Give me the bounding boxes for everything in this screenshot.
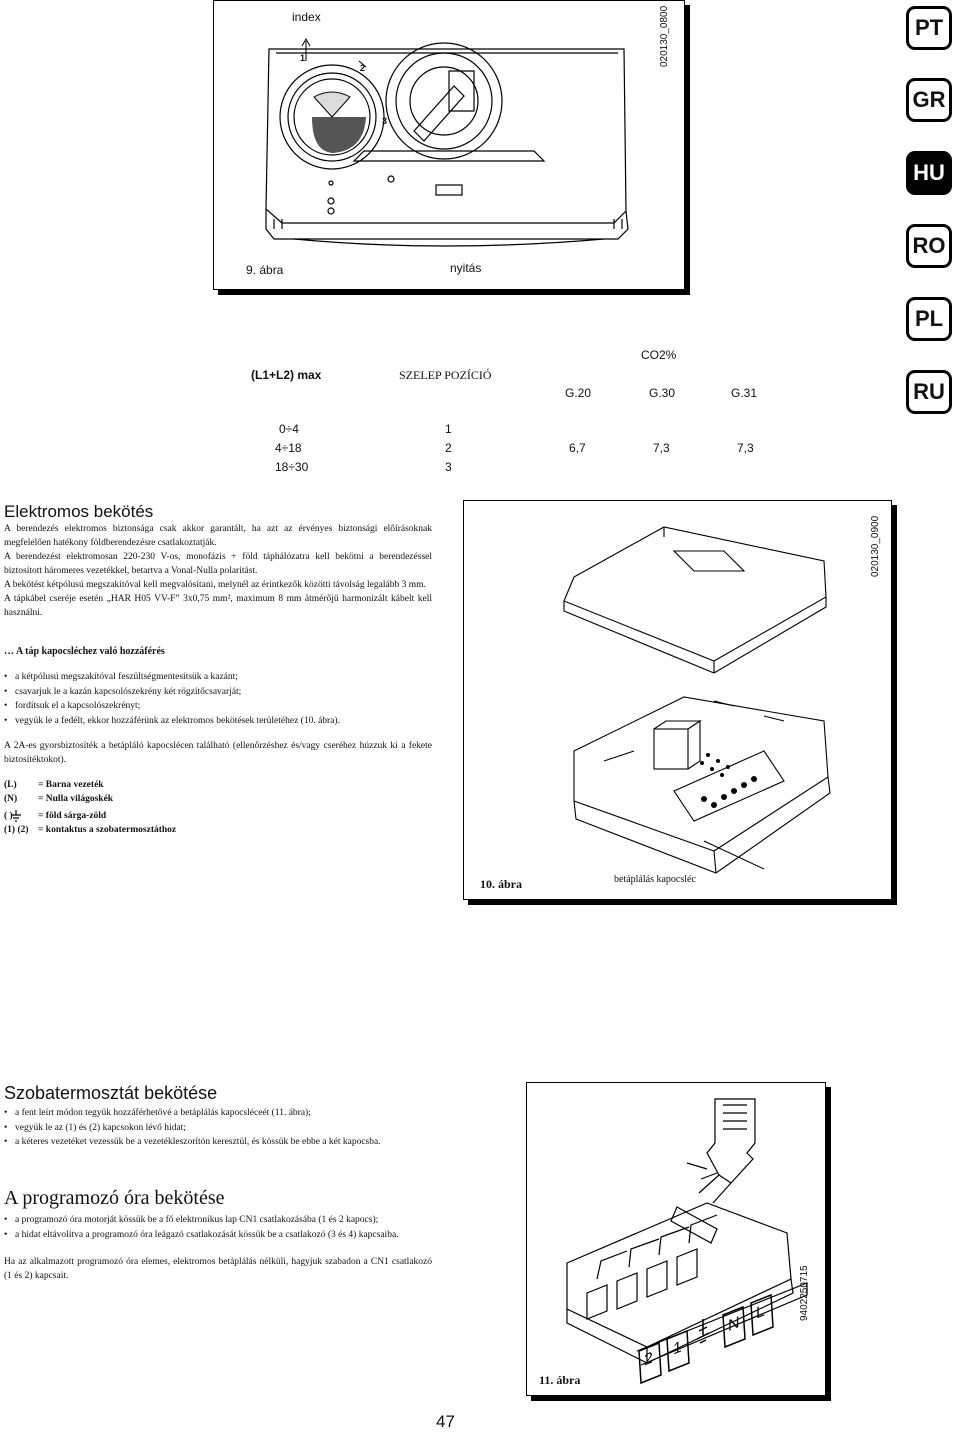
list-item: • csavarjuk le a kazán kapcsolószekrény két rögzítőcsavarját; xyxy=(4,685,444,700)
row-max-1: 0÷4 xyxy=(279,422,299,436)
terminal-label-n: N xyxy=(728,1313,740,1336)
access-list xyxy=(4,670,444,728)
legend-value-earth: = föld sárga-zöld xyxy=(38,811,107,821)
terminal-label-2: 2 xyxy=(644,1349,653,1370)
lang-tab-pl[interactable]: PL xyxy=(906,297,952,341)
legend-key-l: (L) xyxy=(4,780,17,790)
terminal-label-l: L xyxy=(756,1302,765,1323)
label-index: index xyxy=(292,10,321,24)
lang-tab-ru[interactable]: RU xyxy=(906,370,952,414)
access-title: … A táp kapocsléchez való hozzáférés xyxy=(4,646,165,657)
list-item: • a fent leírt módon tegyük hozzáférhetővé a betáplálás kapocsléceét (11. ábra); xyxy=(4,1106,504,1121)
row-pos-2: 2 xyxy=(445,441,452,455)
list-item: • a programozó óra motorját kössük be a fő elektronikus lap CN1 csatlakozásába (1 és 2 kapocs); xyxy=(4,1213,432,1228)
legend-value-thermostat: = kontaktus a szobatermosztáthoz xyxy=(38,825,177,835)
dial-mark-1: 1 xyxy=(300,53,306,63)
table-header-valve: SZELEP POZÍCIÓ xyxy=(399,368,492,382)
legend-key-n: (N) xyxy=(4,794,18,804)
electrical-paragraph: A berendezés elektromos biztonsága csak akkor garantált, ha azt az érvényes biztonsági előírásoknak megfelelően hatékony földberendezésre csatlakoztatják. xyxy=(4,524,432,548)
table-header-co2: CO2% xyxy=(641,348,677,362)
fuse-note: A 2A-es gyorsbiztosíték a betápláló kapocslécen található (ellenőrzéshez és/vagy cseréhez húzzuk ki a fekete biztosítéktokot). xyxy=(4,741,432,765)
list-item: • vegyük le a fedélt, ekkor hozzáférünk az elektromos bekötések területéhez (10. ábra). xyxy=(4,714,444,729)
electrical-title: Elektromos bekötés xyxy=(4,502,154,521)
gas-type-g30: G.30 xyxy=(649,386,676,400)
figure-11-code: 9402250715 xyxy=(799,1265,810,1321)
electrical-paragraph: A bekötést kétpólusú megszakítóval kell megvalósítani, melynél az érintkezők közötti távolság legalább 3 mm. xyxy=(4,580,426,590)
programmer-note: Ha az alkalmazott programozó óra elemes, elektromos betáplálás nélküli, hagyjuk szabadon a CN1 csatlakozó (1 és 2) kapcsait. xyxy=(4,1257,432,1281)
figure-10-drawing xyxy=(464,501,891,899)
figure-9-drawing xyxy=(214,1,684,289)
gas-type-g31: G.31 xyxy=(731,386,758,400)
list-item: • a kéteres vezetéket vezessük be a vezetékleszorítón keresztül, és kössük be ebbe a két kapocsba. xyxy=(4,1135,504,1150)
label-opening: nyitás xyxy=(450,261,482,275)
programmer-list xyxy=(4,1213,432,1242)
co2-value-g30: 7,3 xyxy=(653,441,670,455)
legend-value-l: = Barna vezeték xyxy=(38,780,104,790)
terminal-label-1: 1 xyxy=(673,1338,682,1359)
figure-10 xyxy=(463,500,892,900)
list-item: • a hidat eltávolítva a programozó óra leágazó csatlakozását kössük be a csatlakozó (3 és 4) kapcsaiba. xyxy=(4,1228,432,1243)
co2-table xyxy=(213,340,787,478)
co2-value-g31: 7,3 xyxy=(737,441,754,455)
co2-value-g20: 6,7 xyxy=(569,441,586,455)
figure-11 xyxy=(526,1082,826,1396)
programmer-title: A programozó óra bekötése xyxy=(4,1187,225,1209)
row-pos-1: 1 xyxy=(445,422,452,436)
electrical-paragraphs xyxy=(4,522,432,620)
lang-tab-hu[interactable]: HU xyxy=(906,151,952,195)
legend-key-earth: ( ) xyxy=(4,811,13,821)
list-item: • fordítsuk el a kapcsolószekrényt; xyxy=(4,699,444,714)
legend-key-thermostat: (1) (2) xyxy=(4,825,29,835)
earth-icon xyxy=(10,810,22,822)
list-item: • a kétpólusú megszakítóval feszültségmentesítsük a kazánt; xyxy=(4,670,444,685)
dial-mark-2: 2 xyxy=(360,63,366,73)
thermostat-title: Szobatermosztát bekötése xyxy=(4,1083,218,1103)
figure-10-code: 020130_0900 xyxy=(870,515,881,577)
lang-tab-ro[interactable]: RO xyxy=(906,224,952,268)
dial-mark-3: 3 xyxy=(382,116,388,126)
page-number: 47 xyxy=(436,1412,455,1431)
thermostat-list xyxy=(4,1106,504,1150)
legend-value-n: = Nulla világoskék xyxy=(38,794,114,804)
figure-10-label: betáplálás kapocsléc xyxy=(614,874,696,885)
figure-9-code: 020130_0800 xyxy=(659,5,670,67)
figure-9-caption: 9. ábra xyxy=(246,263,284,277)
electrical-paragraph: A berendezést elektromosan 220-230 V-os, monofázis + föld táphálózatra kell bekötni a berendezéssel biztosított háromeres vezetékkel, betartva a Vonal-Nulla polaritást. xyxy=(4,552,432,576)
row-pos-3: 3 xyxy=(445,460,452,474)
figure-9 xyxy=(213,0,685,290)
electrical-paragraph: A tápkábel cseréje esetén „HAR H05 VV-F” 3x0,75 mm², maximum 8 mm átmérőjű harmonizált kábelt kell használni. xyxy=(4,594,432,618)
list-item: • vegyük le az (1) és (2) kapcsokon lévő hidat; xyxy=(4,1121,504,1136)
gas-type-g20: G.20 xyxy=(565,386,592,400)
lang-tab-pt[interactable]: PT xyxy=(906,6,952,50)
figure-11-caption: 11. ábra xyxy=(539,1373,581,1387)
row-max-3: 18÷30 xyxy=(275,460,309,474)
figure-10-caption: 10. ábra xyxy=(480,877,522,891)
table-header-max: (L1+L2) max xyxy=(251,368,322,382)
row-max-2: 4÷18 xyxy=(275,441,302,455)
lang-tab-gr[interactable]: GR xyxy=(906,78,952,122)
